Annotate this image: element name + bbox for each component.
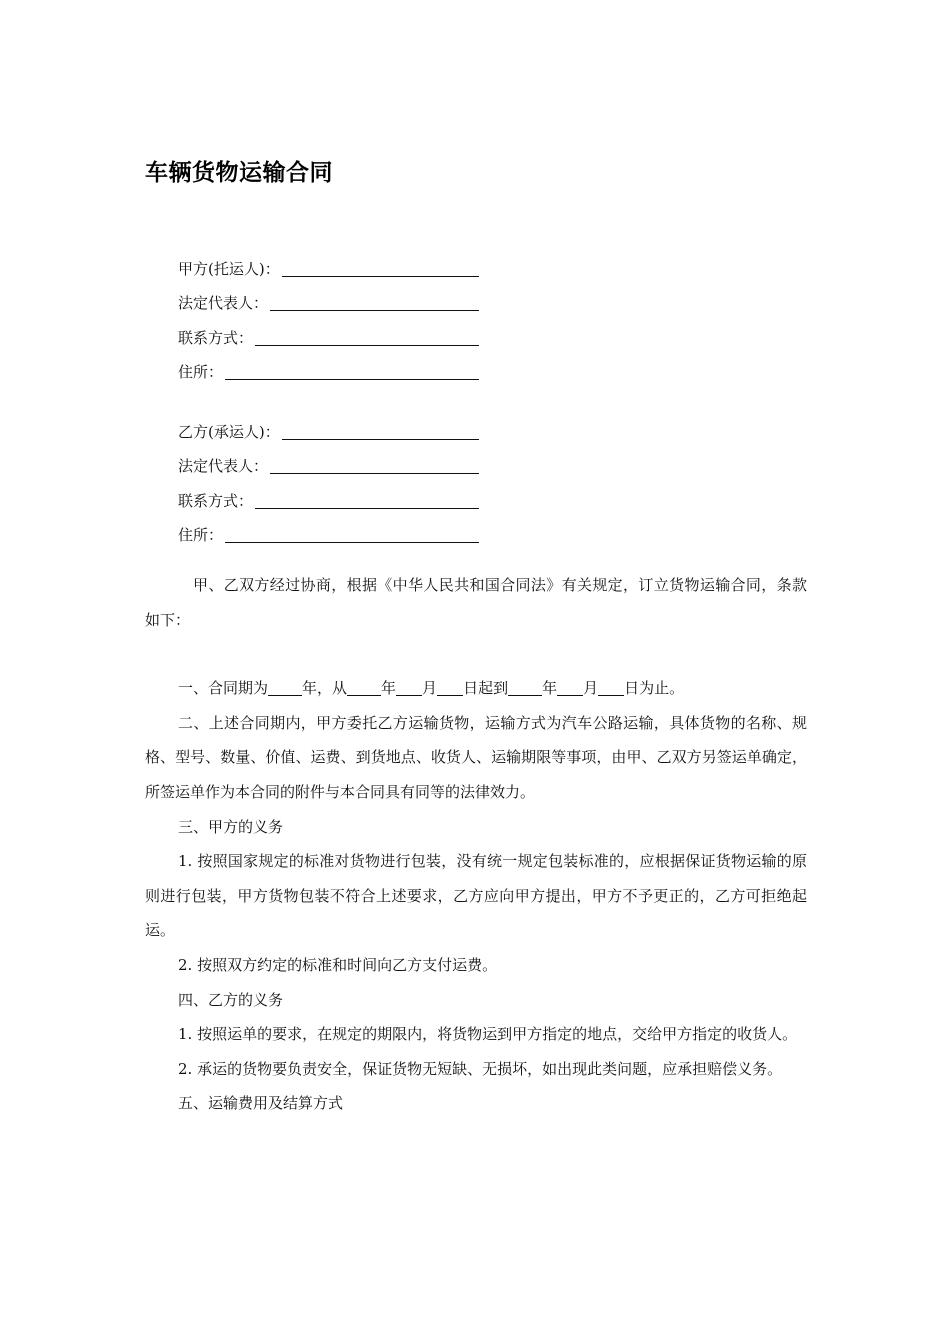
end-day-blank[interactable] bbox=[598, 679, 624, 696]
party-a-address-blank[interactable] bbox=[225, 363, 479, 380]
party-b-rep-label: 法定代表人： bbox=[178, 457, 269, 475]
clause-4-item-2: 2. 承运的货物要负责安全，保证货物无短缺、无损坏，如出现此类问题，应承担赔偿义务。 bbox=[178, 1059, 783, 1078]
party-b-address-label: 住所： bbox=[178, 526, 224, 544]
clause-4-heading: 四、乙方的义务 bbox=[178, 990, 284, 1009]
party-b-name-blank[interactable] bbox=[282, 423, 479, 440]
clause-1-text-4: 月 bbox=[422, 679, 438, 698]
clause-3-item-1: 1. 按照国家规定的标准对货物进行包装，没有统一规定包装标准的，应根据保证货物运输的原则进行包装，甲方货物包装不符合上述要求，乙方应向甲方提出，甲方不予更正的，乙方可拒绝起运。 bbox=[145, 852, 807, 940]
party-b-contact-label: 联系方式： bbox=[178, 491, 254, 510]
clause-1-text-2: 年，从 bbox=[302, 679, 348, 698]
party-b-name-label: 乙方(承运人)： bbox=[178, 422, 280, 441]
party-b-block bbox=[178, 407, 488, 545]
party-a-contact-blank[interactable] bbox=[255, 329, 479, 346]
start-day-blank[interactable] bbox=[437, 679, 463, 696]
end-year-blank[interactable] bbox=[508, 679, 542, 696]
party-a-rep-field bbox=[178, 279, 488, 314]
clause-3-heading: 三、甲方的义务 bbox=[178, 817, 284, 836]
party-a-contact-label: 联系方式： bbox=[178, 328, 254, 347]
clause-1-text-5: 日起到 bbox=[463, 679, 509, 698]
clause-1-text-1: 一、合同期为 bbox=[178, 679, 269, 698]
intro-paragraph: 甲、乙双方经过协商，根据《中华人民共和国合同法》有关规定，订立货物运输合同，条款如下： bbox=[145, 576, 807, 629]
clause-1-text-6: 年 bbox=[542, 679, 558, 698]
clause-5-heading: 五、运输费用及结算方式 bbox=[178, 1094, 344, 1113]
party-b-address-field bbox=[178, 511, 488, 546]
clause-1-text-8: 日为止。 bbox=[624, 679, 685, 698]
term-years-blank[interactable] bbox=[268, 679, 302, 696]
party-a-rep-blank[interactable] bbox=[270, 294, 479, 311]
party-a-address-label: 住所： bbox=[178, 363, 224, 381]
contract-body bbox=[145, 568, 807, 1121]
party-b-address-blank[interactable] bbox=[225, 526, 479, 543]
party-b-contact-blank[interactable] bbox=[255, 492, 479, 509]
party-b-rep-field bbox=[178, 442, 488, 477]
party-a-address-field bbox=[178, 348, 488, 383]
clause-3-item-2: 2. 按照双方约定的标准和时间向乙方支付运费。 bbox=[178, 955, 498, 974]
party-a-name-label: 甲方(托运人)： bbox=[178, 259, 280, 278]
party-b-rep-blank[interactable] bbox=[270, 457, 479, 474]
clause-1-text-3: 年 bbox=[381, 679, 397, 698]
party-a-rep-label: 法定代表人： bbox=[178, 294, 269, 312]
clause-2-paragraph: 二、上述合同期内，甲方委托乙方运输货物，运输方式为汽车公路运输，具体货物的名称、规格、型号、数量、价值、运费、到货地点、收货人、运输期限等事项，由甲、乙双方另签运单确定，所签运单作为本合同的附件与本合同具有同等的法律效力。 bbox=[145, 713, 807, 801]
start-month-blank[interactable] bbox=[396, 679, 422, 696]
party-a-name-blank[interactable] bbox=[282, 260, 479, 277]
clause-1-text-7: 月 bbox=[583, 679, 599, 698]
party-a-name-field bbox=[178, 244, 488, 279]
party-a-contact-field bbox=[178, 313, 488, 348]
start-year-blank[interactable] bbox=[347, 679, 381, 696]
party-b-name-field bbox=[178, 407, 488, 442]
paragraph-gap bbox=[145, 637, 807, 671]
document-title: 车辆货物运输合同 bbox=[145, 160, 333, 186]
party-a-block bbox=[178, 244, 488, 382]
party-b-contact-field bbox=[178, 476, 488, 511]
clause-4-item-1: 1. 按照运单的要求，在规定的期限内，将货物运到甲方指定的地点，交给甲方指定的收货人。 bbox=[178, 1025, 798, 1044]
end-month-blank[interactable] bbox=[557, 679, 583, 696]
clause-1-term bbox=[145, 671, 807, 706]
